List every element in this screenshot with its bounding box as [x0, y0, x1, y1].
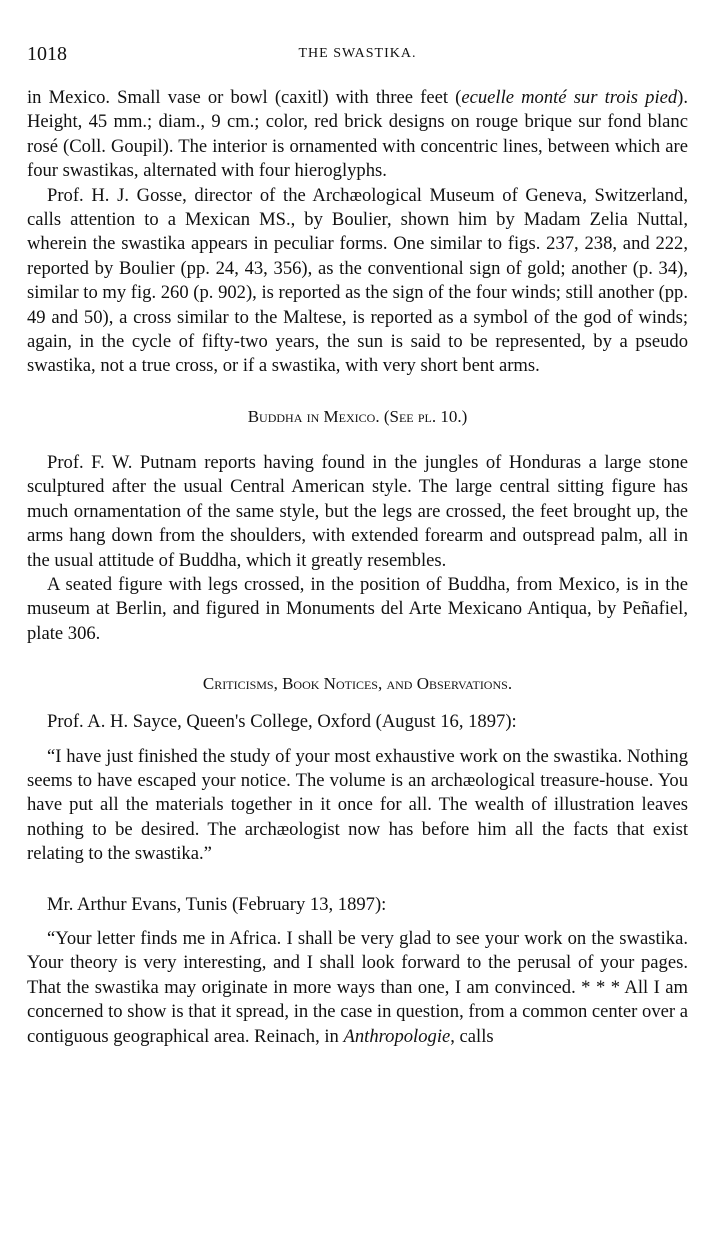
spacer [27, 429, 688, 451]
page-body [27, 86, 688, 1049]
section-heading-criticisms: Criticisms, Book Notices, and Observations. [202, 674, 513, 694]
page-number: 1018 [27, 43, 67, 65]
spacer [27, 917, 688, 927]
spacer [27, 646, 688, 672]
text-run: , calls [450, 1025, 494, 1047]
paragraph-gosse: Prof. H. J. Gosse, director of the Archæological Museum of Geneva, Switzerland, calls attention to a Mexican MS., by Boulier, shown him by Madam Zelia Nuttal, wherein the swastika appears in peculiar forms. One similar to figs. 237, 238, and 222, reported by Boulier (pp. 24, 43, 356), as the conventional sign of gold; another (p. 34), similar to my fig. 260 (p. 902), is reported as the sign of the four winds; still another (pp. 49 and 50), a cross similar to the Maltese, is reported as a symbol of the god of winds; again, in the cycle of fifty-two years, the sun is said to be represented, by a pseudo swastika, not a true cross, or if a swastika, with very short bent arms. [27, 184, 689, 377]
paragraph-seated-figure: A seated figure with legs crossed, in the position of Buddha, from Mexico, is in the museum at Berlin, and figured in Monuments del Arte Mexicano Antiqua, by Peñafiel, plate 306. [27, 573, 688, 644]
text-run: ). Height, 45 mm.; diam., 9 cm.; color, red brick designs on rouge brique sur fond blanc rosé (Coll. Goupil). The interior is ornamented with concentric lines, between which are four swastikas, alternated with four hieroglyphs. [27, 87, 689, 182]
spacer [27, 735, 688, 745]
spacer [27, 379, 688, 405]
paragraph-vase-description [27, 86, 688, 184]
spacer [27, 867, 688, 893]
running-title: THE SWASTIKA. [298, 46, 417, 61]
paragraph-evans-quote [27, 927, 688, 1049]
paragraph-evans-attribution: Mr. Arthur Evans, Tunis (February 13, 1897): [47, 893, 387, 915]
text-run: in Mexico. Small vase or bowl (caxitl) with three feet ( [27, 87, 462, 108]
spacer [27, 696, 688, 710]
section-heading-buddha: Buddha in Mexico. (See pl. 10.) [247, 406, 468, 426]
paragraph-sayce-attribution: Prof. A. H. Sayce, Queen's College, Oxford (August 16, 1897): [47, 711, 517, 733]
paragraph-sayce-quote: “I have just finished the study of your most exhaustive work on the swastika. Nothing seems to have escaped your notice. The volume is an archæological treasure-house. You have put all the materials together in it once for all. The wealth of illustration leaves nothing to be desired. The archæologist now has before him all the facts that exist relating to the swastika.” [27, 745, 688, 865]
italic-phrase: ecuelle monté sur trois pied [461, 87, 678, 108]
running-head [27, 43, 688, 69]
text-run: “Your letter finds me in Africa. I shall be very glad to see your work on the swastika. Your theory is very interesting, and I shall look forward to the perusal of your pages. That the swastika may originate in more ways than one, I am convinced. * * * All I am concerned to show is that it spread, in the case in question, from a common center over a contiguous geographical area. Reinach, in [27, 927, 688, 1047]
paragraph-putnam: Prof. F. W. Putnam reports having found in the jungles of Honduras a large stone sculptured after the usual Central American style. The large central sitting figure has much ornamentation of the same style, but the legs are crossed, the feet brought up, the arms hang down from the shoulders, with extended forearm and outspread palm, all in the usual attitude of Buddha, which it greatly resembles. [27, 451, 688, 571]
italic-phrase: Anthropologie [343, 1025, 451, 1047]
